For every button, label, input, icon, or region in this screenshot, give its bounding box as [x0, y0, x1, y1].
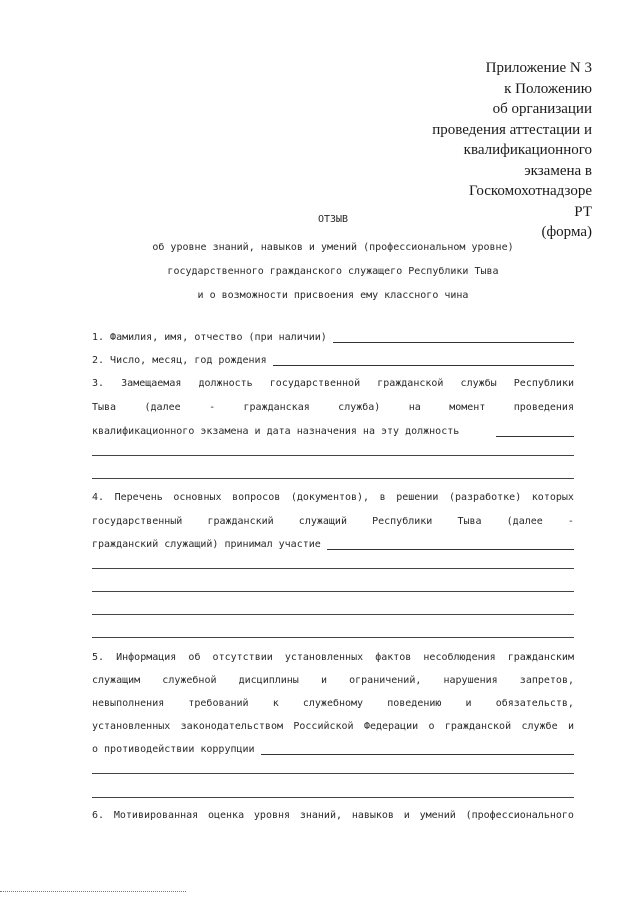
word: проведения	[513, 402, 574, 413]
word: Замещаемая	[121, 378, 182, 389]
appendix-line: проведения аттестации и	[432, 121, 592, 138]
word: к	[272, 698, 279, 709]
word: поведению	[387, 698, 442, 709]
word: нарушения	[443, 675, 498, 686]
title-line-3: и о возможности присвоения ему классного чина	[197, 290, 469, 301]
word: 3.	[92, 378, 105, 389]
word: запретов,	[519, 675, 574, 686]
fill-in-line[interactable]	[92, 568, 574, 569]
field-assessment-line-1	[92, 810, 574, 821]
word: 4.	[92, 492, 105, 503]
word: (профессионального	[465, 810, 574, 821]
appendix-line: (форма)	[541, 224, 592, 240]
fill-in-line[interactable]	[92, 455, 574, 456]
word: уровня	[253, 810, 291, 821]
fill-in-line[interactable]	[261, 745, 574, 755]
word: момент	[449, 402, 486, 413]
word: служащий	[298, 516, 347, 527]
word: и	[465, 698, 472, 709]
word: в	[379, 492, 386, 503]
field-position-line-3	[92, 426, 574, 437]
field-info-line-3	[92, 698, 574, 709]
field-label: гражданский служащий) принимал участие	[92, 539, 321, 550]
field-issues-line-3	[92, 539, 574, 550]
field-birth-date	[92, 355, 574, 366]
word: Республики	[513, 378, 574, 389]
word: отсутствии	[212, 652, 273, 663]
word: решении	[396, 492, 439, 503]
fill-in-line[interactable]	[92, 637, 574, 638]
field-position-line-1	[92, 378, 574, 389]
word: Тыва	[92, 402, 117, 413]
word: Мотивированная	[113, 810, 199, 821]
scan-edge-divider	[0, 891, 186, 892]
word: оценка	[207, 810, 245, 821]
word: основных	[173, 492, 222, 503]
title-line-2: государственного гражданского служащего Республики Тыва	[167, 266, 499, 277]
appendix-line: Приложение N 3	[485, 60, 592, 76]
field-info-line-1	[92, 652, 574, 663]
word: (разработке)	[448, 492, 522, 503]
word: вопросов	[232, 492, 281, 503]
word: навыков	[351, 810, 394, 821]
word: гражданская	[243, 402, 310, 413]
word: гражданским	[507, 652, 574, 663]
appendix-line: квалификационного	[463, 142, 592, 158]
word: фактов	[375, 652, 412, 663]
fill-in-line[interactable]	[273, 356, 574, 366]
word: Республики	[372, 516, 433, 527]
field-position-line-2	[92, 402, 574, 413]
word: о	[428, 721, 435, 732]
word: и	[320, 675, 327, 686]
word: Перечень	[114, 492, 163, 503]
word: служба)	[338, 402, 381, 413]
field-issues-line-1	[92, 492, 574, 503]
word: законодательством	[180, 721, 283, 732]
word: 6.	[92, 810, 105, 821]
word: служащим	[92, 675, 141, 686]
word: -	[567, 516, 574, 527]
appendix-line: Госкомохотнадзоре	[468, 183, 592, 199]
fill-in-line[interactable]	[333, 333, 574, 343]
fill-in-line[interactable]	[92, 797, 574, 798]
word: которых	[531, 492, 574, 503]
appendix-line: об организации	[492, 101, 592, 117]
word: на	[408, 402, 421, 413]
word: Информация	[116, 652, 177, 663]
field-label: квалификационного экзамена и дата назначения на эту должность	[92, 426, 460, 437]
word: 5.	[92, 652, 105, 663]
fill-in-line[interactable]	[92, 478, 574, 479]
fill-in-line[interactable]	[327, 540, 574, 550]
word: несоблюдения	[423, 652, 496, 663]
word: служебному	[302, 698, 364, 709]
word: гражданской	[444, 721, 512, 732]
appendix-line: экзамена в	[524, 162, 592, 179]
word: об	[188, 652, 201, 663]
word: (документов),	[290, 492, 370, 503]
fill-in-line[interactable]	[496, 427, 574, 437]
field-label: 1. Фамилия, имя, отчество (при наличии)	[92, 332, 327, 343]
fill-in-line[interactable]	[92, 591, 574, 592]
word: знаний,	[299, 810, 342, 821]
title-line-1: об уровне знаний, навыков и умений (профессиональном уровне)	[152, 242, 514, 253]
word: службы	[460, 378, 497, 389]
word: служебной	[162, 675, 217, 686]
word: и	[403, 810, 410, 821]
field-issues-line-2	[92, 516, 574, 527]
word: требований	[188, 698, 249, 709]
fill-in-line[interactable]	[92, 773, 574, 774]
field-info-line-4	[92, 721, 574, 732]
word: и	[567, 721, 574, 732]
word: государственный	[92, 516, 183, 527]
word: гражданской	[377, 378, 444, 389]
word: дисциплины	[238, 675, 299, 686]
word: установленных	[92, 721, 171, 732]
word: невыполнения	[92, 698, 165, 709]
fill-in-line[interactable]	[92, 614, 574, 615]
word: обязательств,	[495, 698, 574, 709]
appendix-line: РТ	[574, 203, 592, 220]
title-heading: ОТЗЫВ	[317, 214, 349, 225]
field-label: о противодействии коррупции	[92, 744, 255, 755]
field-full-name	[92, 332, 574, 343]
word: Российской	[293, 721, 354, 732]
word: Тыва	[457, 516, 482, 527]
word: установленных	[284, 652, 364, 663]
word: ограничений,	[349, 675, 422, 686]
word: -	[209, 402, 216, 413]
word: Федерации	[363, 721, 419, 732]
word: службе	[521, 721, 558, 732]
word: (далее	[144, 402, 181, 413]
field-info-line-2	[92, 675, 574, 686]
word: (далее	[506, 516, 543, 527]
appendix-line: к Положению	[504, 80, 592, 97]
field-label: 2. Число, месяц, год рождения	[92, 355, 267, 366]
word: умений	[419, 810, 456, 821]
word: государственной	[269, 378, 361, 389]
word: гражданский	[207, 516, 274, 527]
word: должность	[198, 378, 253, 389]
field-info-line-5	[92, 744, 574, 755]
